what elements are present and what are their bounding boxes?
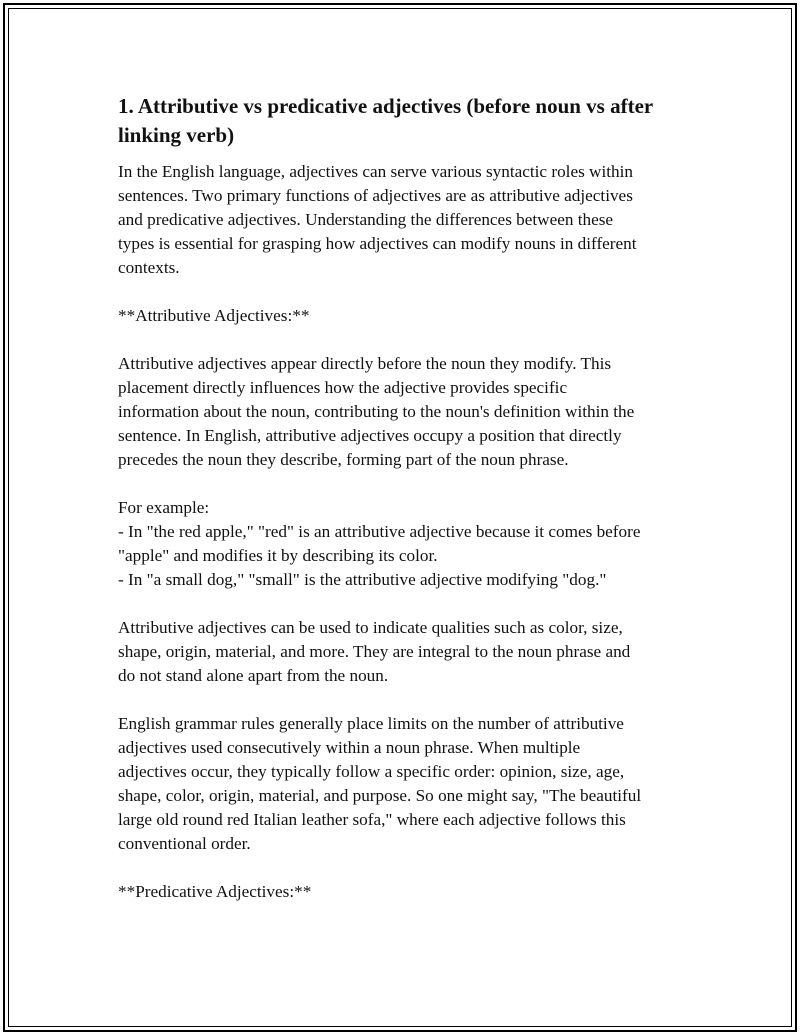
text-line: adjectives used consecutively within a noun phrase. When multiple bbox=[118, 738, 581, 757]
attributive-definition-paragraph bbox=[118, 352, 690, 472]
text-line: **Predicative Adjectives:** bbox=[118, 882, 312, 901]
text-line: sentences. Two primary functions of adjectives are as attributive adjectives bbox=[118, 186, 633, 205]
text-line: placement directly influences how the adjective provides specific bbox=[118, 378, 568, 397]
text-line: sentence. In English, attributive adjectives occupy a position that directly bbox=[118, 426, 622, 445]
section-title-line: linking verb) bbox=[118, 123, 235, 147]
text-line: adjectives occur, they typically follow a specific order: opinion, size, age, bbox=[118, 762, 625, 781]
text-line: "apple" and modifies it by describing its color. bbox=[118, 546, 438, 565]
predicative-heading bbox=[118, 880, 690, 904]
text-line: Attributive adjectives can be used to indicate qualities such as color, size, bbox=[118, 618, 623, 637]
text-line: contexts. bbox=[118, 258, 180, 277]
text-line: types is essential for grasping how adjectives can modify nouns in different bbox=[118, 234, 637, 253]
document-body bbox=[118, 92, 690, 928]
qualities-paragraph bbox=[118, 616, 690, 688]
order-paragraph bbox=[118, 712, 690, 856]
section-title bbox=[118, 92, 690, 150]
text-line: In the English language, adjectives can serve various syntactic roles within bbox=[118, 162, 633, 181]
text-line: large old round red Italian leather sofa," where each adjective follows this bbox=[118, 810, 626, 829]
text-line: For example: bbox=[118, 498, 210, 517]
section-title-line: 1. Attributive vs predicative adjectives (before noun vs after bbox=[118, 94, 654, 118]
intro-paragraph bbox=[118, 160, 690, 280]
text-line: and predicative adjectives. Understanding the differences between these bbox=[118, 210, 614, 229]
text-line: conventional order. bbox=[118, 834, 251, 853]
text-line: information about the noun, contributing to the noun's definition within the bbox=[118, 402, 635, 421]
text-line: English grammar rules generally place limits on the number of attributive bbox=[118, 714, 624, 733]
text-line: precedes the noun they describe, forming part of the noun phrase. bbox=[118, 450, 569, 469]
text-line: shape, color, origin, material, and purpose. So one might say, "The beautiful bbox=[118, 786, 642, 805]
text-line: - In "the red apple," "red" is an attributive adjective because it comes before bbox=[118, 522, 641, 541]
attributive-heading bbox=[118, 304, 690, 328]
text-line: **Attributive Adjectives:** bbox=[118, 306, 310, 325]
text-line: - In "a small dog," "small" is the attributive adjective modifying "dog." bbox=[118, 570, 607, 589]
text-line: shape, origin, material, and more. They are integral to the noun phrase and bbox=[118, 642, 631, 661]
text-line: do not stand alone apart from the noun. bbox=[118, 666, 389, 685]
text-line: Attributive adjectives appear directly before the noun they modify. This bbox=[118, 354, 612, 373]
examples-paragraph bbox=[118, 496, 690, 592]
